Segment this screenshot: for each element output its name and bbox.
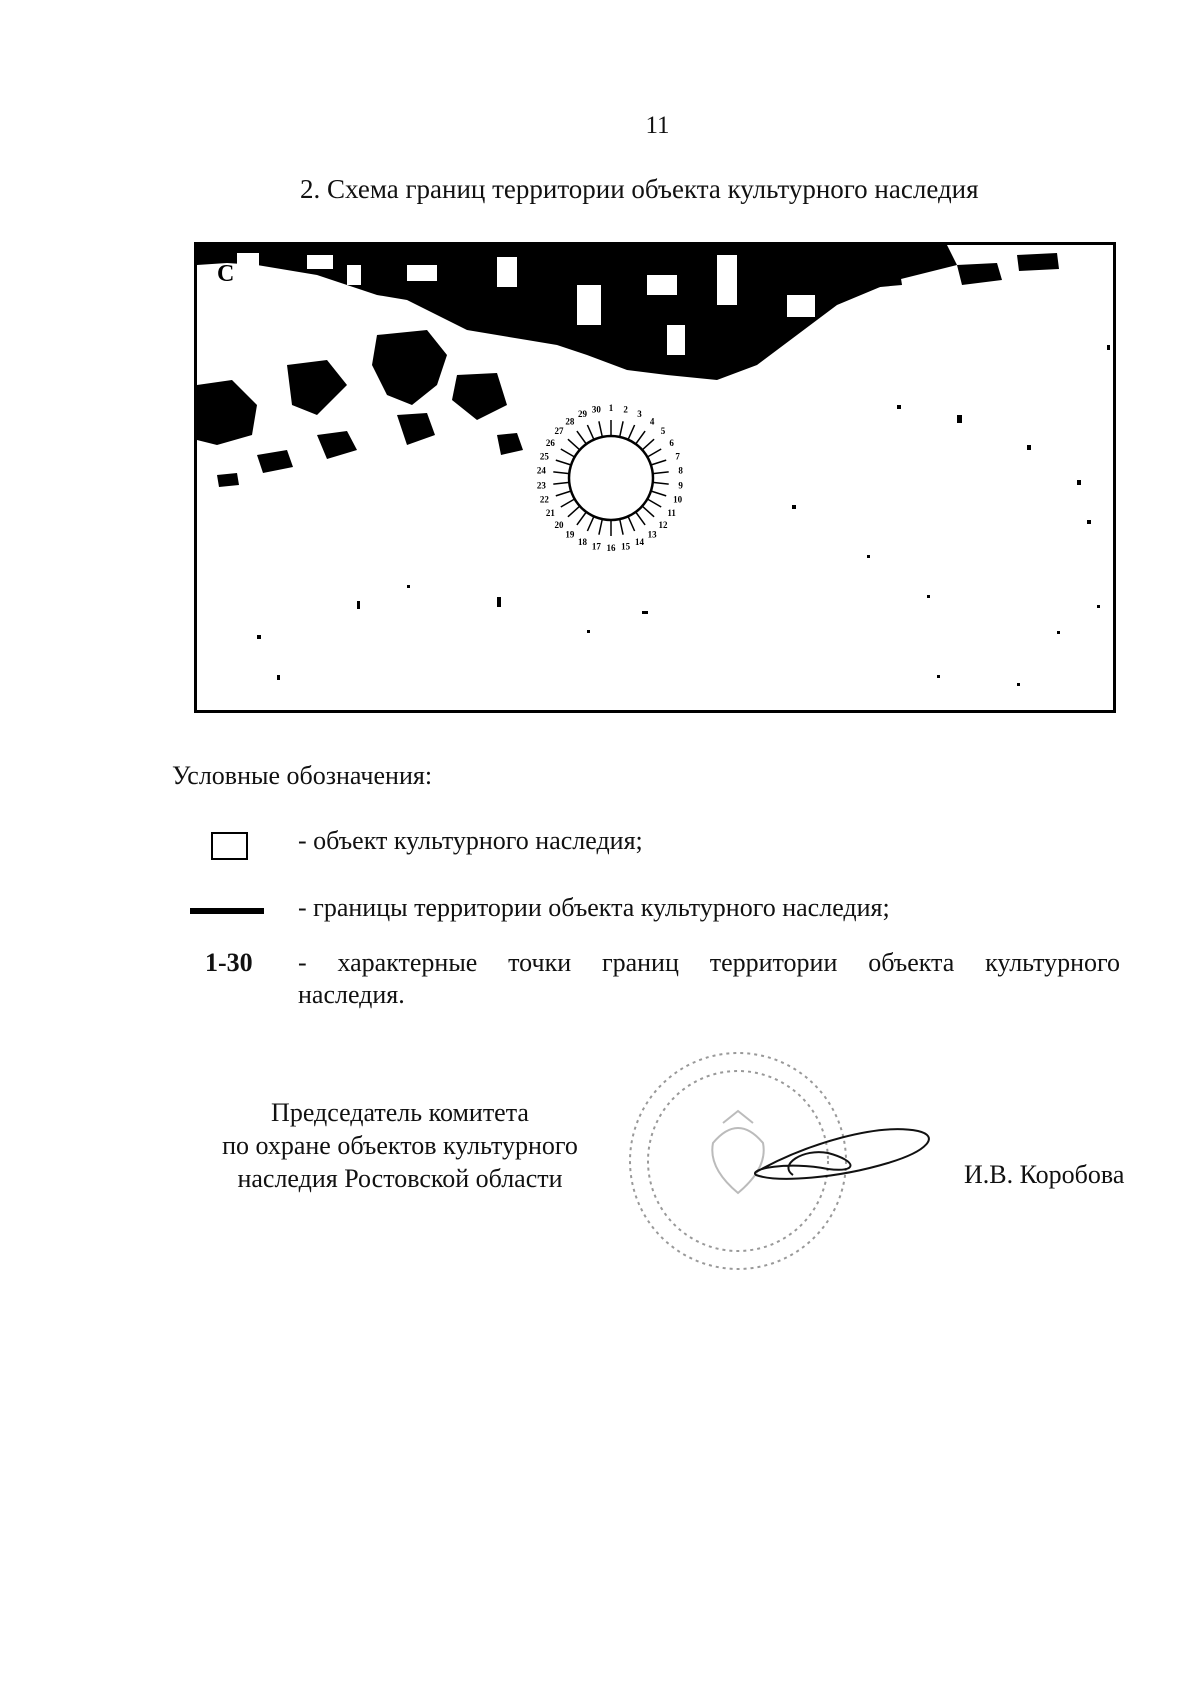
- boundary-point-label: 15: [621, 541, 631, 552]
- page-number: 11: [645, 112, 670, 139]
- boundary-point-label: 14: [635, 536, 644, 547]
- signatory-position: Председатель комитета по охране объектов культурного наследия Ростовской области: [222, 1098, 578, 1193]
- boundary-segment: [620, 519, 623, 535]
- signatory-name: И.В. Коробова: [964, 1160, 1125, 1189]
- section-title: 2. Схема границ территории объекта культурного наследия: [300, 174, 979, 204]
- boundary-point-label: 24: [536, 465, 546, 476]
- boundary-segment: [636, 431, 645, 444]
- boundary-scheme-map: [194, 242, 1116, 713]
- boundary-point-label: 1: [608, 403, 614, 413]
- boundary-segment: [561, 499, 575, 507]
- boundary-segment: [636, 512, 645, 525]
- legend-text: - характерные точки границ территории объекта культурного наследия.: [298, 948, 1120, 1009]
- boundary-segment: [561, 449, 575, 457]
- boundary-segment: [556, 460, 571, 465]
- boundary-point-label: 25: [539, 451, 549, 462]
- boundary-segment: [553, 472, 569, 474]
- boundary-segment: [651, 491, 666, 496]
- boundary-point-label: 11: [667, 508, 676, 518]
- boundary-segment: [642, 506, 654, 517]
- boundary-segment: [568, 506, 580, 517]
- boundary-point-label: 28: [565, 416, 575, 427]
- heritage-object: [537, 403, 683, 553]
- boundary-point-label: 22: [539, 494, 549, 505]
- seal-stamp: [630, 1053, 846, 1269]
- boundary-point-label: 21: [545, 508, 555, 518]
- legend-item-points: [190, 948, 1120, 1018]
- legend-text: - объект культурного наследия;: [298, 826, 643, 855]
- boundary-segment: [599, 421, 602, 437]
- legend-text: - границы территории объекта культурного наследия;: [298, 893, 890, 922]
- boundary-segment: [647, 449, 661, 457]
- boundary-segment: [553, 482, 569, 484]
- boundary-point-label: 29: [578, 409, 587, 420]
- boundary-point-label: 10: [673, 494, 683, 505]
- map-specks: [257, 345, 1110, 686]
- boundary-point-label: 19: [565, 529, 575, 540]
- boundary-point-label: 2: [623, 404, 628, 415]
- boundary-point-label: 20: [554, 519, 564, 530]
- handwritten-signature: [755, 1129, 929, 1179]
- boundary-segment: [653, 482, 669, 484]
- boundary-segment: [587, 516, 594, 531]
- boundary-point-label: 9: [678, 480, 683, 491]
- boundary-point-label: 27: [554, 426, 564, 437]
- boundary-segment: [577, 431, 586, 444]
- boundary-segment: [642, 439, 654, 450]
- legend-item-heritage-object: [190, 826, 1120, 866]
- boundary-point-label: 13: [647, 529, 657, 540]
- seal-emblem: [712, 1111, 763, 1193]
- boundary-segment: [568, 439, 580, 450]
- official-seal-and-signature: [628, 1043, 948, 1283]
- boundary-point-label: 6: [669, 438, 674, 448]
- boundary-point-label: 23: [536, 480, 546, 491]
- boundary-point-label: 5: [660, 426, 666, 437]
- boundary-segment: [620, 421, 623, 437]
- boundary-segment: [587, 425, 594, 440]
- boundary-point-label: 30: [591, 404, 601, 415]
- boundary-point-label: 3: [637, 409, 642, 420]
- boundary-segment: [628, 516, 635, 531]
- boundary-point-label: 12: [658, 519, 668, 530]
- boundary-point-label: 16: [606, 543, 616, 553]
- legend-square-symbol: [190, 826, 248, 860]
- boundary-segment: [556, 491, 571, 496]
- boundary-point-label: 17: [591, 541, 601, 552]
- boundary-segment: [599, 519, 602, 535]
- north-marker: С: [217, 261, 235, 287]
- boundary-segment: [653, 472, 669, 474]
- legend-item-boundary: [190, 893, 1120, 933]
- legend-line-symbol: [190, 893, 264, 914]
- heritage-object-outline: [569, 436, 653, 520]
- legend-points-label: 1-30: [205, 948, 253, 977]
- boundary-segment: [647, 499, 661, 507]
- boundary-point-label: 18: [578, 536, 587, 547]
- boundary-segment: [577, 512, 586, 525]
- boundary-point-label: 8: [678, 465, 683, 476]
- boundary-point-label: 26: [545, 438, 555, 448]
- boundary-segment: [651, 460, 666, 465]
- boundary-segment: [628, 425, 635, 440]
- legend-title: Условные обозначения:: [172, 761, 433, 790]
- boundary-point-label: 4: [649, 416, 655, 427]
- map-image: [197, 245, 1113, 710]
- boundary-point-label: 7: [675, 451, 680, 462]
